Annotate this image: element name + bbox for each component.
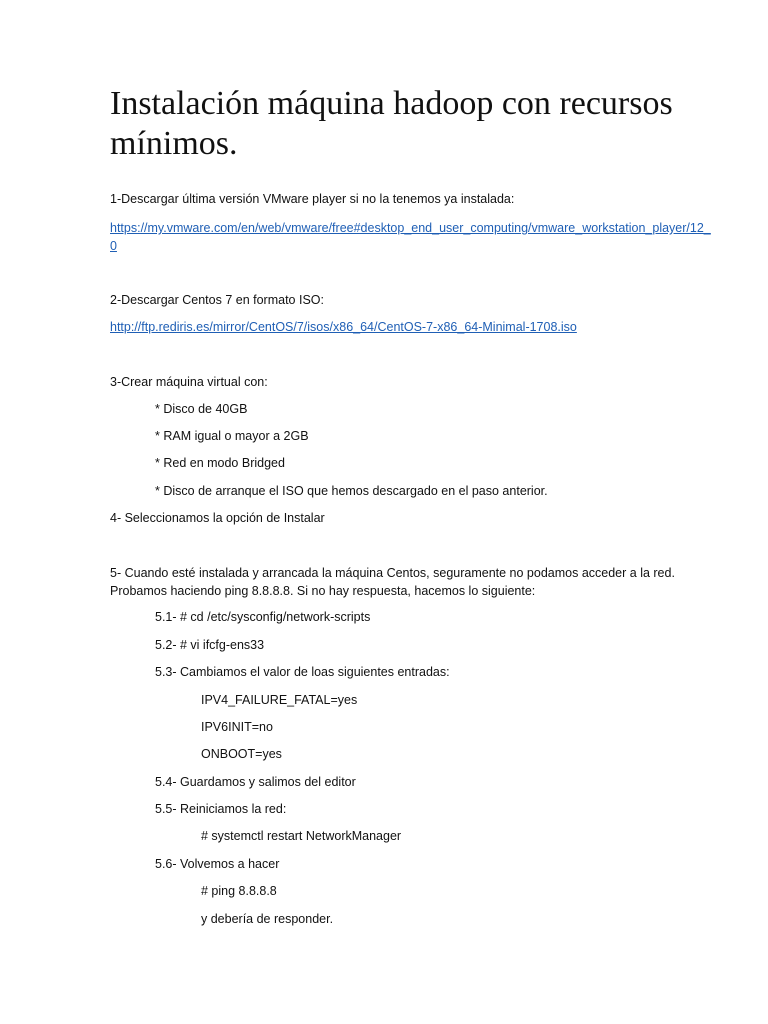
config-entry: IPV6INIT=no [201,720,273,734]
step-5-3-text: 5.3- Cambiamos el valor de loas siguientes entradas: [155,665,450,679]
list-item: * Red en modo Bridged [155,456,285,470]
step-5-6-text: 5.6- Volvemos a hacer [155,857,280,871]
list-item: * RAM igual o mayor a 2GB [155,429,309,443]
step-5-text: 5- Cuando esté instalada y arrancada la máquina Centos, seguramente no podamos acceder a la red. Probamos haciendo ping 8.8.8.8. Si no hay respuesta, hacemos lo siguiente: [110,566,675,598]
step-5-2-text: 5.2- # vi ifcfg-ens33 [155,638,265,652]
ping-command: # ping 8.8.8.8 [201,884,277,898]
result-text: y debería de responder. [201,912,334,926]
step-3-text: 3-Crear máquina virtual con: [110,375,268,389]
page-title: Instalación máquina hadoop con recursos mínimos. [110,85,673,162]
config-entry: IPV4_FAILURE_FATAL=yes [201,693,358,707]
vmware-download-link[interactable]: https://my.vmware.com/en/web/vmware/free#desktop_end_user_computing/vmware_workstation_player/12_0 [110,221,711,253]
step-1-text: 1-Descargar última versión VMware player si no la tenemos ya instalada: [110,192,515,206]
step-5-4-text: 5.4- Guardamos y salimos del editor [155,775,356,789]
step-2-text: 2-Descargar Centos 7 en formato ISO: [110,293,324,307]
step-4-text: 4- Seleccionamos la opción de Instalar [110,511,325,525]
step-5-1-text: 5.1- # cd /etc/sysconfig/network-scripts [155,610,371,624]
centos-iso-link[interactable]: http://ftp.rediris.es/mirror/CentOS/7/isos/x86_64/CentOS-7-x86_64-Minimal-1708.iso [110,320,577,334]
list-item: * Disco de 40GB [155,402,248,416]
config-entry: ONBOOT=yes [201,747,282,761]
step-5-5-text: 5.5- Reiniciamos la red: [155,802,287,816]
restart-command: # systemctl restart NetworkManager [201,829,402,843]
list-item: * Disco de arranque el ISO que hemos descargado en el paso anterior. [155,484,548,498]
